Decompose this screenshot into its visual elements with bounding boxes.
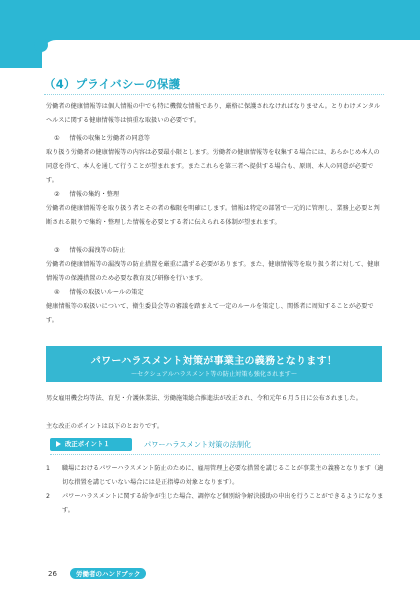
item-heading-3 [54, 244, 125, 258]
point-title: パワーハラスメント対策の法制化 [144, 440, 252, 449]
item-number-1: ① [54, 135, 60, 142]
item-text-4: 健康情報等の取扱いについて、衛生委員会等の審議を踏まえて一定のルールを策定し、関係者に周知することが必要です。 [46, 303, 374, 324]
item-heading-4 [54, 286, 144, 300]
item-number-3: ③ [54, 247, 60, 254]
book-title-badge: 労働者のハンドブック [70, 568, 146, 579]
list-text-2: パワーハラスメントに関する紛争が生じた場合、調停など個別紛争解決援助の申出を行うことができるようになります。 [62, 493, 384, 514]
list-text-1: 職場におけるパワーハラスメント防止のために、雇用管理上必要な措置を講じることが事業主の義務となります（適切な措置を講じていない場合には是正指導の対象となります）。 [62, 465, 384, 486]
notice-banner [46, 346, 382, 382]
item-text-3: 労働者の健康情報等の漏洩等の防止措置を厳重に講ずる必要があります。また、健康情報等を取り扱う者に対して、健康情報等の保護措置のため必要な教育及び研修を行います。 [46, 261, 380, 282]
point-badge-label: 改正ポイント１ [65, 440, 110, 448]
item-heading-text-1: 情報の収集と労働者の同意等 [69, 135, 150, 142]
section-title: （4）プライバシーの保護 [44, 77, 181, 91]
point-badge [50, 438, 132, 451]
list-number-1: 1 [46, 465, 50, 472]
item-heading-text-4: 情報の取扱いルールの策定 [69, 289, 144, 296]
item-number-2: ② [54, 191, 60, 198]
item-heading-text-3: 情報の漏洩等の防止 [69, 247, 126, 254]
list-number-2: 2 [46, 493, 50, 500]
point-divider [50, 454, 380, 456]
list-item [46, 462, 384, 490]
law-text: 男女雇用機会均等法、育児・介護休業法、労働施策総合推進法が改正され、令和元年６月５日に公布されました。 [46, 395, 362, 402]
section-divider [44, 94, 384, 96]
item-text-1: 取り扱う労働者の健康情報等の内容は必要最小限とします。労働者の健康情報等を収集する場合には、あらかじめ本人の同意を得て、本人を通して行うことが望まれます。またこれらを第三者へ提供する場合も、原則、本人の同意が必要です。 [46, 149, 380, 184]
law-text-2: 主な改正のポイントは以下のとおりです。 [46, 423, 164, 430]
point-header [50, 438, 380, 452]
item-heading-2 [54, 188, 119, 202]
section-intro: 労働者の健康情報等は個人情報の中でも特に機微な情報であり、厳格に保護されなければなりません。とりわけメンタルヘルスに関する健康情報等は慎重な取扱いの必要です。 [46, 103, 381, 124]
page-number: 26 [48, 570, 57, 578]
banner-title: パワーハラスメント対策が事業主の義務となります！ [90, 356, 338, 367]
item-text-2: 労働者の健康情報等を取り扱う者とその者の権限を明確にします。情報は特定の部署で一元的に管理し、業務上必要と判断される限りで集約・整理した情報を必要とする者に伝えられる体制が望まれます。 [46, 205, 380, 226]
play-arrow-icon [56, 441, 61, 447]
list-item [46, 490, 384, 518]
banner-subtitle: ～セクシュアルハラスメント等の防止対策も強化されます～ [130, 371, 298, 378]
item-heading-1 [54, 132, 150, 146]
item-number-4: ④ [54, 289, 60, 296]
item-heading-text-2: 情報の集約・整理 [69, 191, 120, 198]
decorative-dot-icon [34, 38, 48, 52]
